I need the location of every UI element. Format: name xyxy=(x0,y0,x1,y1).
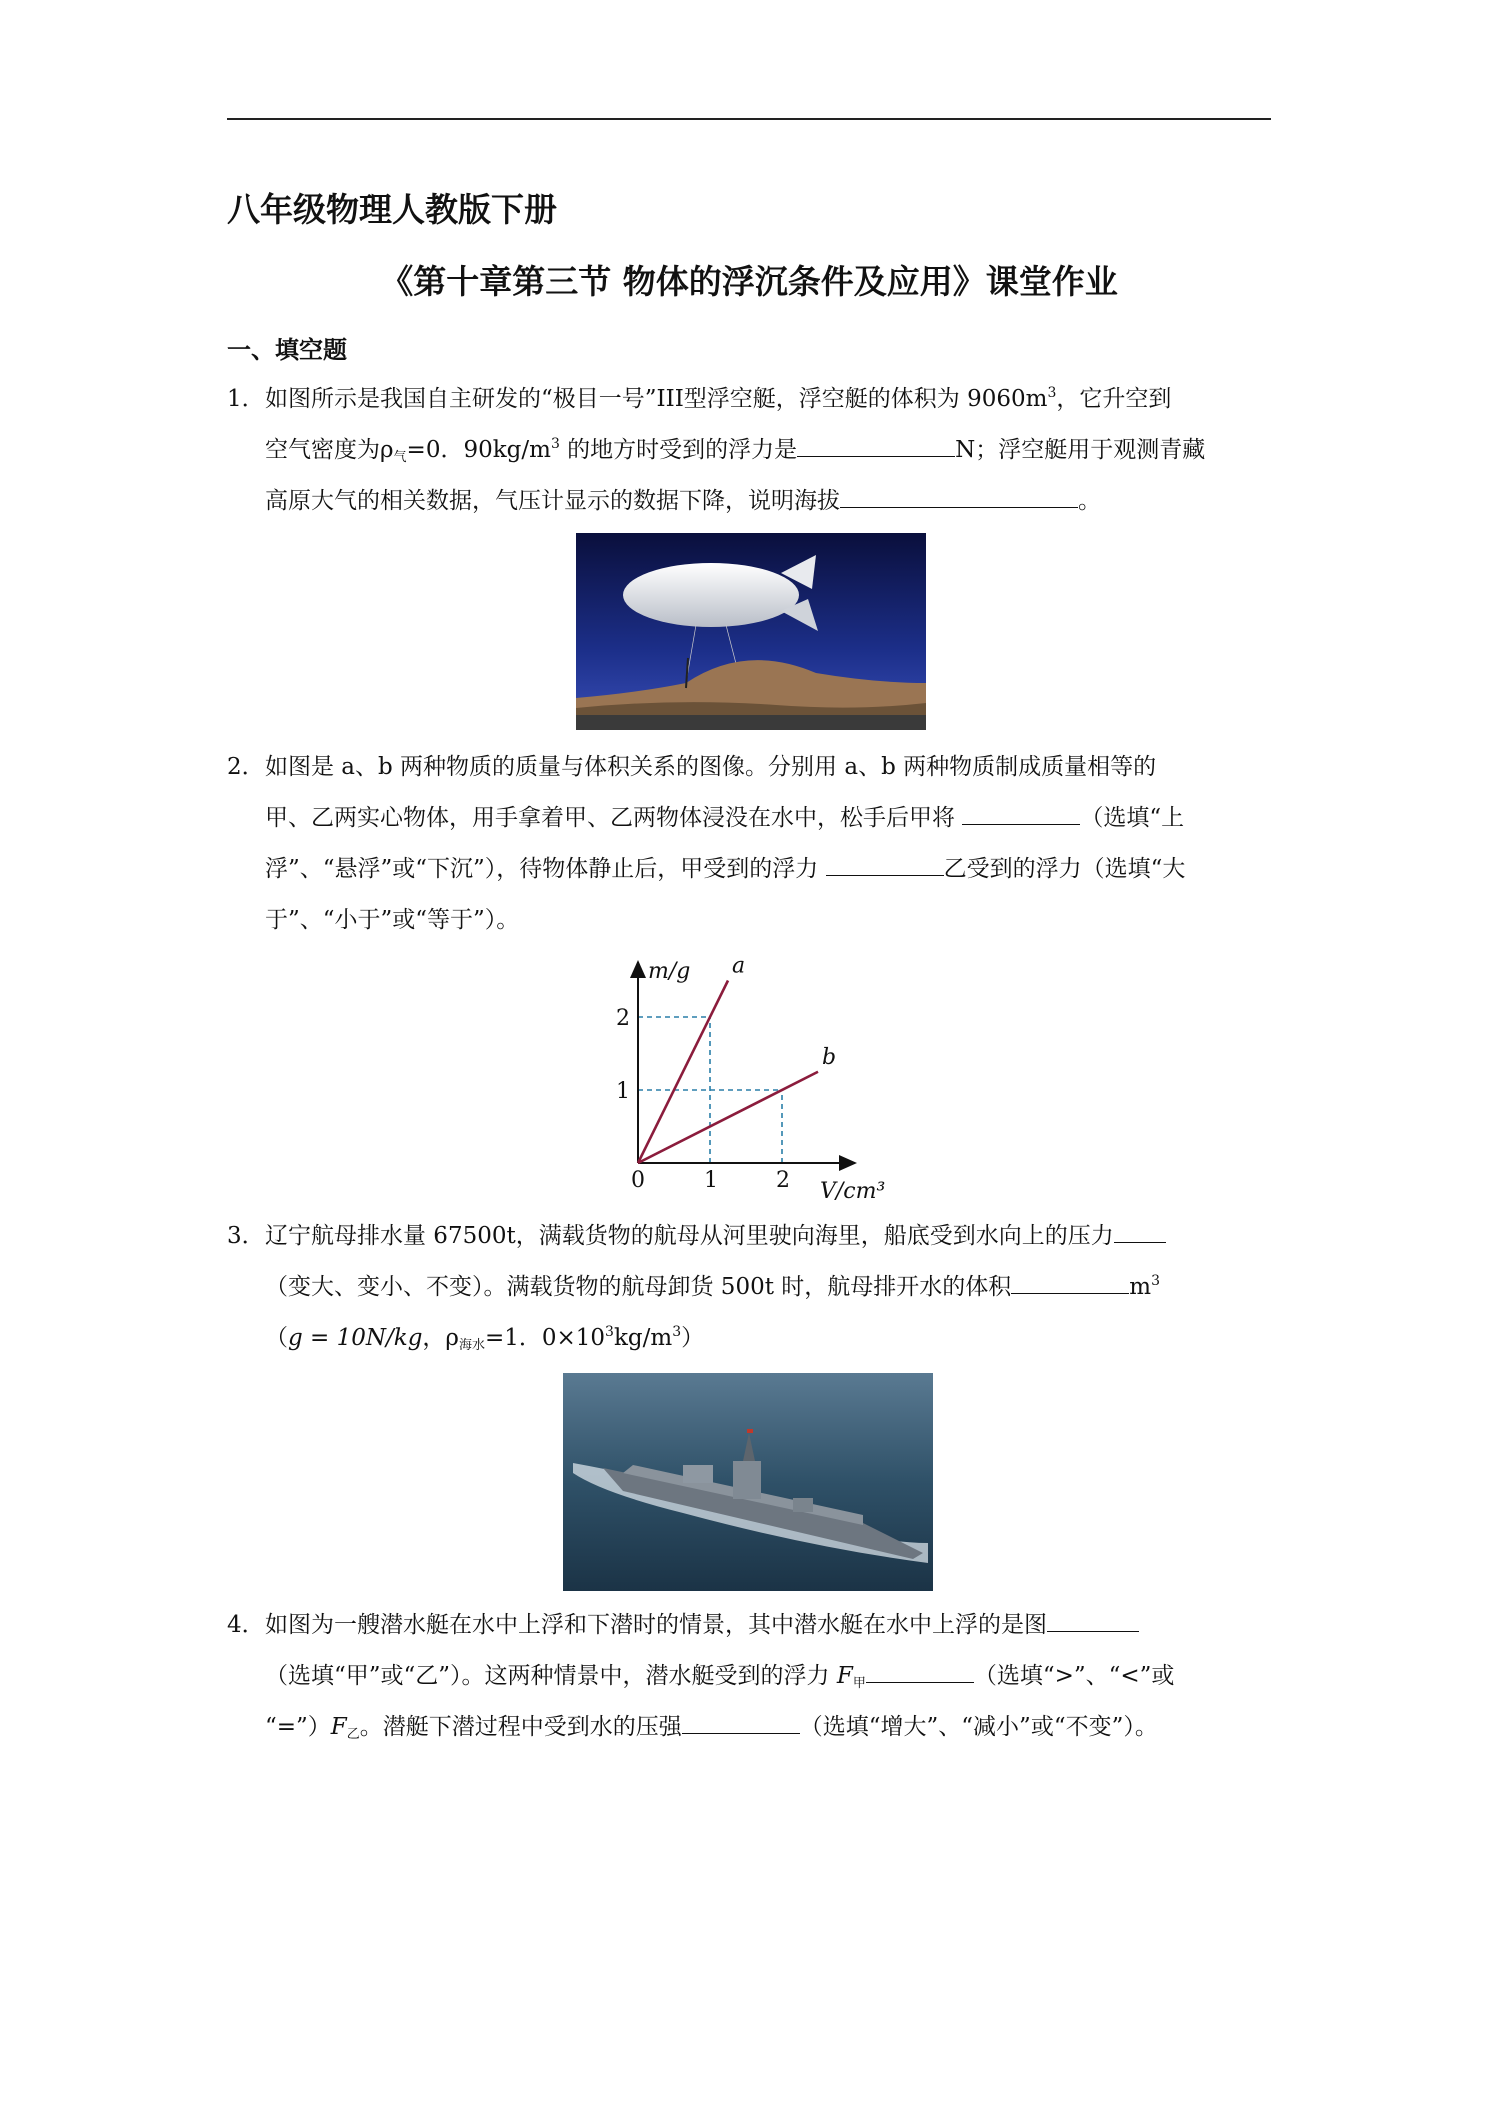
question-number: 1． xyxy=(227,386,265,412)
series-label-a: a xyxy=(732,953,746,979)
page-title: 八年级物理人教版下册 xyxy=(227,190,557,229)
answer-blank[interactable] xyxy=(866,1662,974,1683)
answer-blank[interactable] xyxy=(826,855,944,876)
q2-line-3: 浮”、“悬浮”或“下沉”），待物体静止后，甲受到的浮力 乙受到的浮力（选填“大 xyxy=(265,856,1186,882)
question-number: 2． xyxy=(227,754,265,780)
y-tick-label: 1 xyxy=(616,1079,630,1104)
question-number: 3． xyxy=(227,1223,265,1249)
answer-blank[interactable] xyxy=(1114,1222,1166,1243)
x-tick-label: 1 xyxy=(704,1168,718,1193)
series-line-b xyxy=(638,1072,818,1163)
q3-line-2: （变大、变小、不变）。满载货物的航母卸货 500t 时，航母排开水的体积 $m^3$ xyxy=(265,1273,1160,1300)
q2-line-4: 于”、“小于”或“等于”）。 xyxy=(265,907,520,933)
q4-line-1: 如图为一艘潜水艇在水中上浮和下潜时的情景，其中潜水艇在水中上浮的是图 xyxy=(265,1606,1139,1639)
question-number: 4． xyxy=(227,1612,265,1638)
q3-line-3: （g = 10N/kg，$\rho_{海水}=1$．$0\times 10^3kg/m^3$） xyxy=(265,1324,705,1353)
x-tick-label: 2 xyxy=(776,1168,790,1193)
q3-line-1: 辽宁航母排水量 67500t，满载货物的航母从河里驶向海里，船底受到水向上的压力 xyxy=(265,1217,1166,1250)
q1-line-1: 如图所示是我国自主研发的“极目一号”III型浮空艇，浮空艇的体积为 $9060m^3$，它升空到 xyxy=(265,385,1172,412)
q2-line-2: 甲、乙两实心物体，用手拿着甲、乙两物体浸没在水中，松手后甲将 （选填“上 xyxy=(265,805,1185,831)
y-tick-label: 2 xyxy=(616,1006,630,1031)
answer-blank[interactable] xyxy=(797,436,955,457)
answer-blank[interactable] xyxy=(962,804,1080,825)
y-axis-label: m/g xyxy=(648,959,691,984)
mass-volume-chart xyxy=(608,950,898,1210)
answer-blank[interactable] xyxy=(840,487,1078,508)
warship-photo xyxy=(563,1373,933,1591)
page-subtitle: 《第十章第三节 物体的浮沉条件及应用》课堂作业 xyxy=(380,262,1118,301)
series-label-b: b xyxy=(822,1044,837,1070)
q1-line-2: 空气密度为$\rho_气=0$．$90kg/m^3$ 的地方时受到的浮力是 N；浮空艇用于观测青藏 xyxy=(265,436,1206,465)
x-axis-label: V/cm³ xyxy=(820,1179,886,1204)
section-heading: 一、填空题 xyxy=(227,336,347,364)
x-tick-label: 0 xyxy=(631,1168,645,1193)
answer-blank[interactable] xyxy=(1047,1611,1139,1632)
q4-line-2: （选填“甲”或“乙”）。这两种情景中，潜水艇受到的浮力 $F_甲$ （选填“>”、“<”或 xyxy=(265,1663,1175,1691)
series-line-a xyxy=(638,981,728,1164)
header-rule xyxy=(227,118,1271,120)
q2-line-1: 如图是 a、b 两种物质的质量与体积关系的图像。分别用 a、b 两种物质制成质量相等的 xyxy=(265,754,1157,780)
answer-blank[interactable] xyxy=(1011,1273,1129,1294)
q4-line-3: “$=”)F_乙$。潜艇下潜过程中受到水的压强 （选填“增大”、“减小”或“不变”）。 xyxy=(265,1714,1158,1742)
q1-line-3: 高原大气的相关数据，气压计显示的数据下降，说明海拔 。 xyxy=(265,488,1101,514)
airship-photo xyxy=(576,533,926,730)
answer-blank[interactable] xyxy=(682,1713,800,1734)
